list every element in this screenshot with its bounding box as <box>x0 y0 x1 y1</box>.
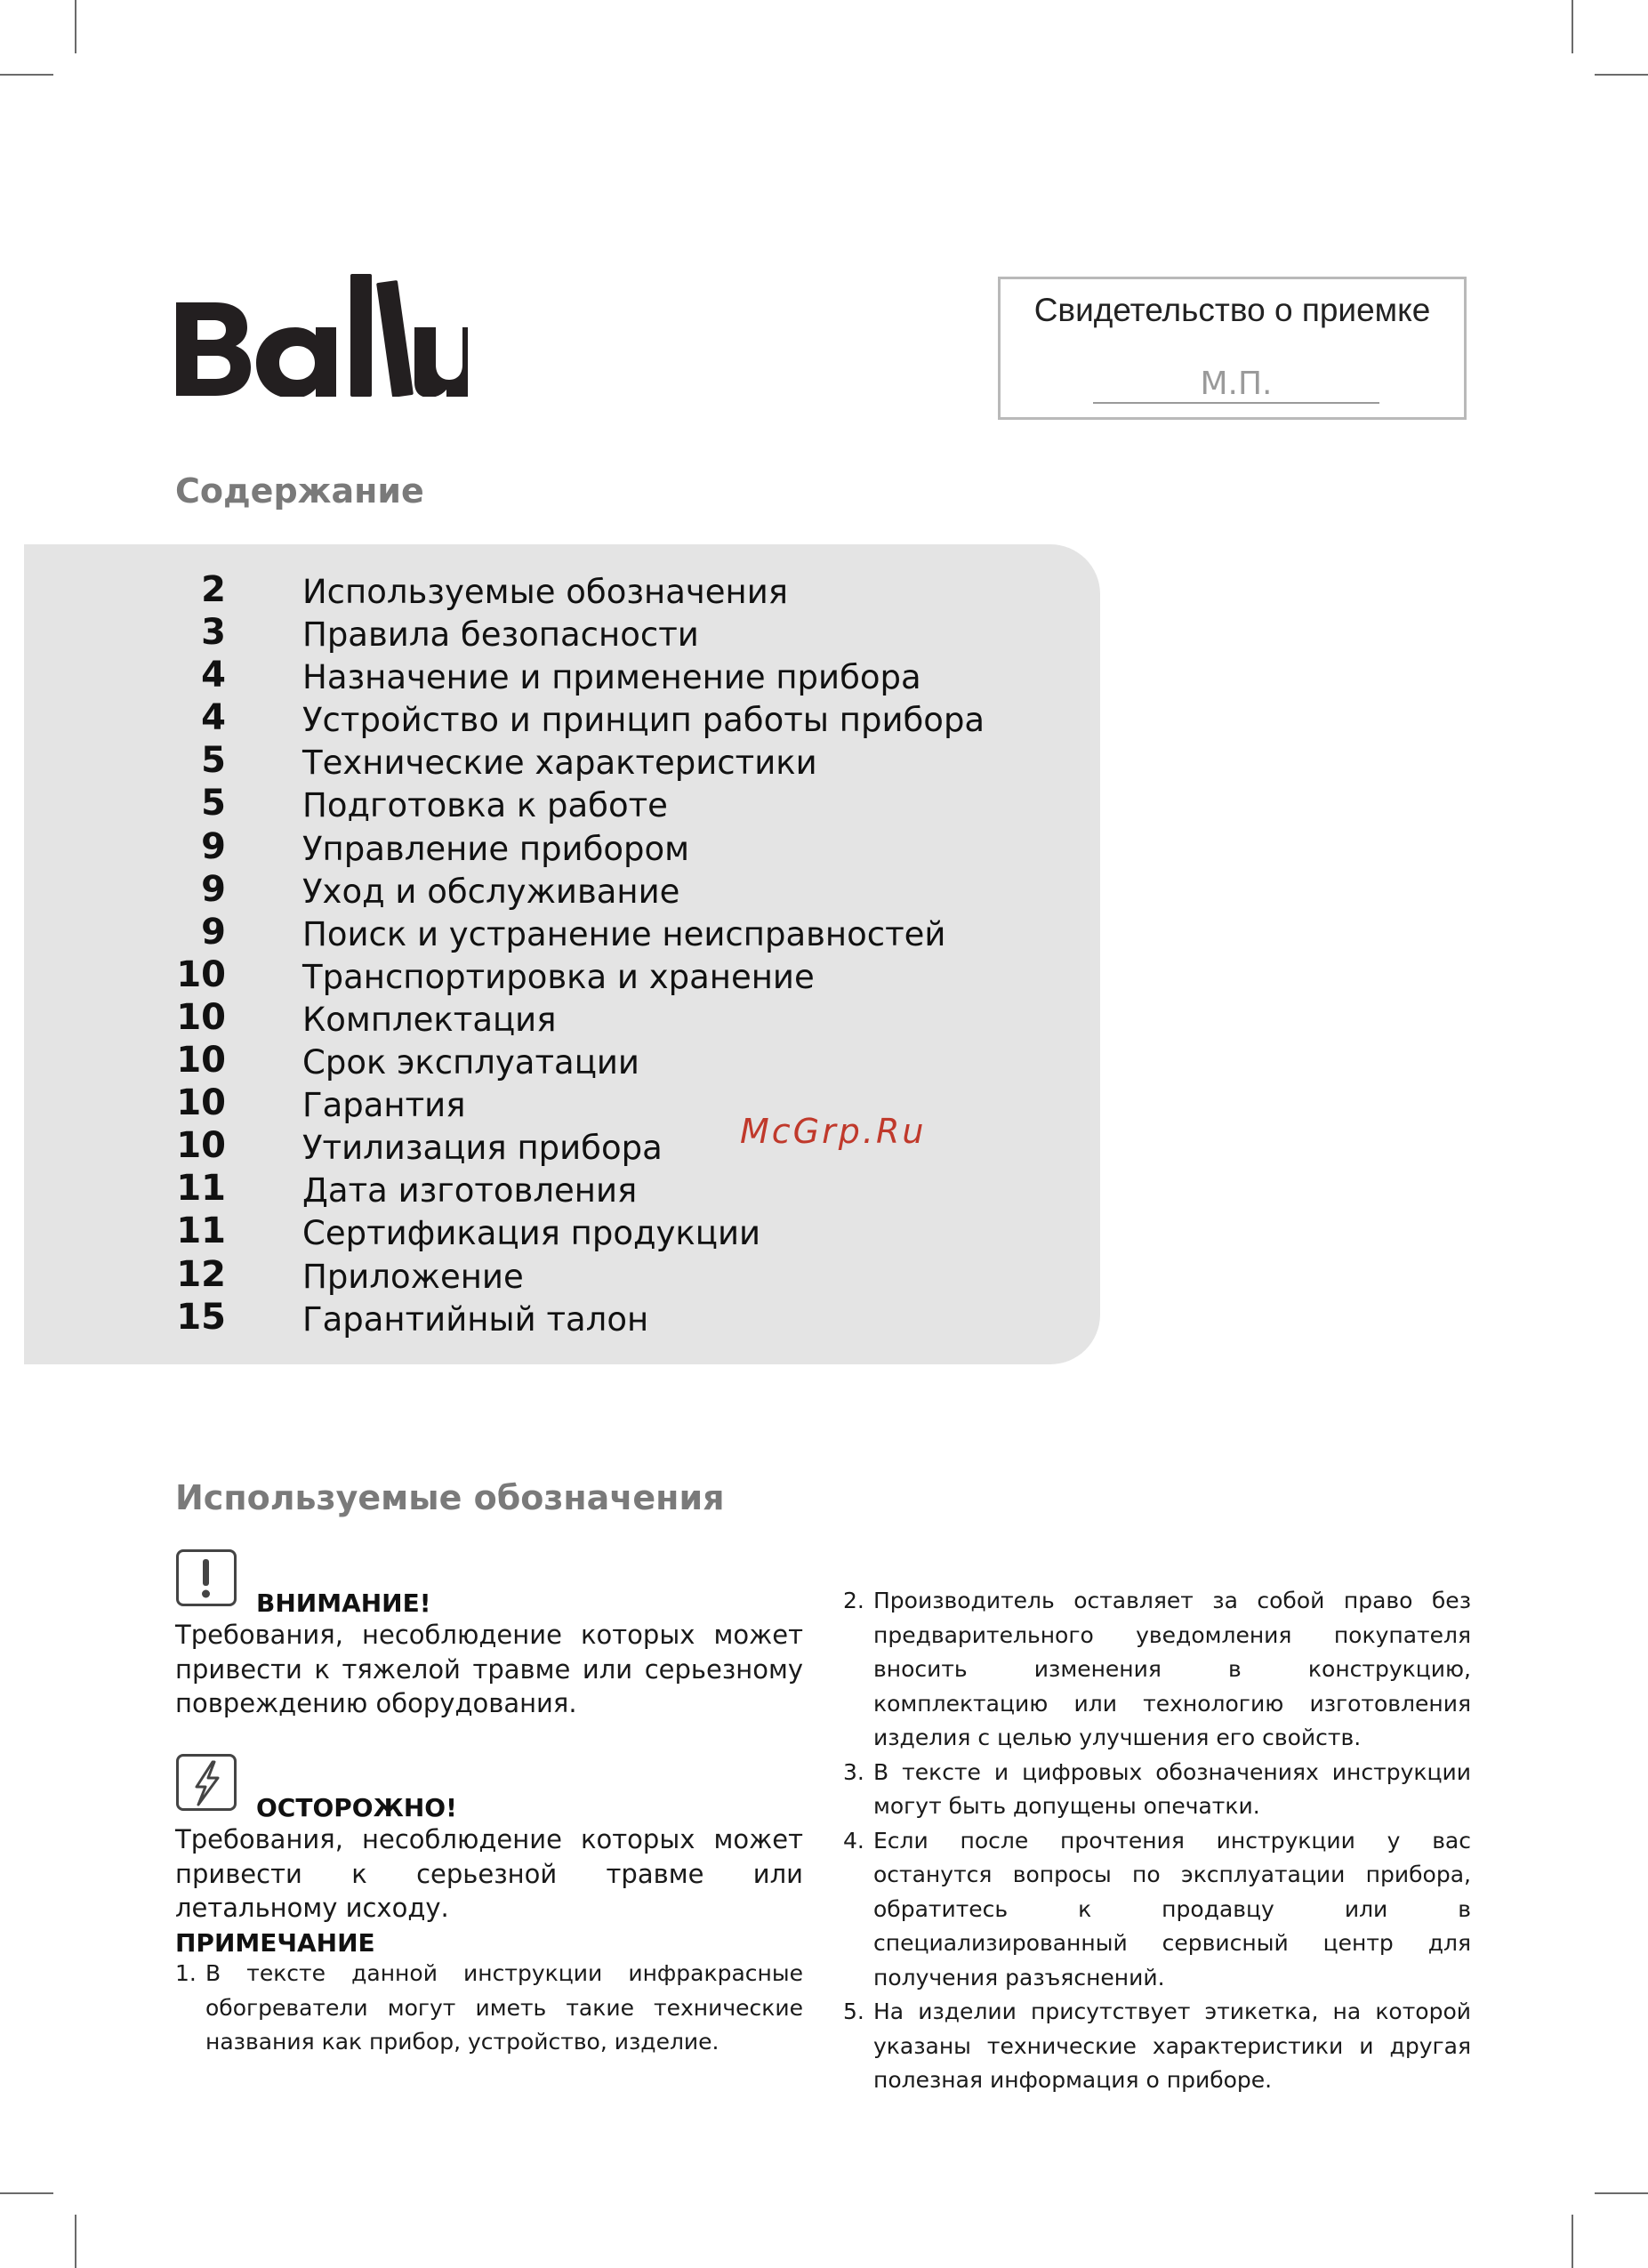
watermark: McGrp.Ru <box>740 1112 927 1151</box>
contents-item-label: Поиск и устранение неисправностей <box>302 914 946 953</box>
contents-item-label: Назначение и применение прибора <box>302 658 921 697</box>
note-item <box>843 1824 1471 1996</box>
attention-label: ВНИМАНИЕ! <box>256 1588 431 1618</box>
crop-mark-top-right-v <box>1572 0 1573 53</box>
note-item-text: На изделии присутствует этикетка, на которой указаны технические характеристики и другая полезная информация о приборе. <box>873 1999 1471 2093</box>
note-item-text: В тексте данной инструкции инфракрасные обогреватели могут иметь такие технические названия как прибор, устройство, изделие. <box>205 1960 803 2055</box>
contents-item-label: Уход и обслуживание <box>302 872 680 911</box>
contents-item-label: Устройство и принцип работы прибора <box>302 701 985 740</box>
contents-item <box>0 655 1067 697</box>
contents-item <box>0 1040 1067 1082</box>
contents-item <box>0 1254 1067 1297</box>
note-item-number: 3. <box>843 1758 864 1785</box>
note-list-right <box>843 1584 1471 2098</box>
contents-item <box>0 912 1067 954</box>
contents-item-page: 2 <box>201 569 226 610</box>
contents-item-page: 3 <box>201 612 226 654</box>
contents-item <box>0 783 1067 825</box>
ballu-logo <box>174 272 468 397</box>
contents-item-page: 9 <box>201 911 226 953</box>
contents-item <box>0 826 1067 869</box>
contents-item-page: 12 <box>176 1253 226 1295</box>
crop-mark-bottom-right-h <box>1595 2192 1648 2194</box>
contents-item-label: Гарантийный талон <box>302 1299 649 1339</box>
contents-item-label: Используемые обозначения <box>302 573 789 611</box>
note-item-number: 1. <box>175 1960 197 1986</box>
contents-item-page: 9 <box>201 868 226 910</box>
contents-item-label: Подготовка к работе <box>302 786 668 825</box>
note-label: ПРИМЕЧАНИЕ <box>175 1928 375 1958</box>
contents-heading: Содержание <box>175 471 424 511</box>
contents-item-page: 15 <box>176 1296 226 1338</box>
contents-item-page: 9 <box>201 825 226 867</box>
crop-mark-bottom-right-v <box>1572 2215 1573 2268</box>
contents-item-label: Гарантия <box>302 1086 466 1125</box>
contents-item-page: 5 <box>201 783 226 824</box>
crop-mark-bottom-left-h <box>0 2192 53 2194</box>
crop-mark-top-left-v <box>75 0 76 53</box>
contents-item-label: Срок эксплуатации <box>302 1043 639 1082</box>
note-item <box>843 1584 1471 1756</box>
contents-item <box>0 997 1067 1040</box>
note-item <box>843 1995 1471 2098</box>
contents-item <box>0 697 1067 740</box>
note-list-left <box>175 1957 803 2060</box>
contents-item-page: 4 <box>201 697 226 739</box>
contents-item <box>0 954 1067 997</box>
contents-item <box>0 569 1067 612</box>
contents-item-label: Транспортировка и хранение <box>302 957 815 996</box>
contents-item <box>0 1168 1067 1210</box>
note-item-text: Производитель оставляет за собой право без предварительного уведомления покупателя вносить изменения в конструкцию, комплектацию или технологию изготовления изделия с целью улучшения его свойств. <box>873 1588 1471 1750</box>
contents-item <box>0 1210 1067 1253</box>
contents-item-label: Утилизация прибора <box>302 1129 663 1168</box>
contents-item-label: Технические характеристики <box>302 744 817 783</box>
contents-item-label: Дата изготовления <box>302 1171 638 1210</box>
crop-mark-top-right-h <box>1595 74 1648 76</box>
contents-item-page: 10 <box>176 996 226 1038</box>
note-item-text: Если после прочтения инструкции у вас останутся вопросы по эксплуатации прибора, обратитесь к продавцу или в специализированный сервисный центр для получения разъяснений. <box>873 1827 1471 1991</box>
caution-text: Требования, несоблюдение которых может привести к серьезной травме или летальному исходу. <box>175 1824 803 1923</box>
contents-item-page: 11 <box>176 1210 226 1252</box>
note-item-number: 2. <box>843 1588 864 1613</box>
lightning-icon <box>176 1754 237 1811</box>
contents-item-page: 10 <box>176 1082 226 1124</box>
note-item <box>843 1756 1471 1824</box>
contents-item-page: 10 <box>176 953 226 995</box>
contents-item-label: Сертификация продукции <box>302 1214 761 1253</box>
exclamation-icon <box>176 1549 237 1606</box>
caution-label: ОСТОРОЖНО! <box>256 1793 457 1822</box>
note-item <box>175 1957 803 2060</box>
contents-item <box>0 612 1067 655</box>
contents-item-label: Комплектация <box>302 1000 557 1039</box>
stamp-placeholder: М.П. <box>1093 366 1379 404</box>
contents-item <box>0 1297 1067 1339</box>
contents-item-label: Правила безопасности <box>302 615 699 655</box>
contents-item-page: 10 <box>176 1040 226 1082</box>
acceptance-certificate-title: Свидетельство о приемке <box>1033 292 1431 328</box>
note-item-number: 5. <box>843 1999 864 2024</box>
contents-list <box>0 569 1067 1339</box>
contents-item <box>0 740 1067 783</box>
contents-item-label: Управление прибором <box>302 829 690 868</box>
contents-item-label: Приложение <box>302 1257 524 1296</box>
contents-item-page: 10 <box>176 1125 226 1167</box>
contents-item-page: 5 <box>201 740 226 782</box>
note-item-number: 4. <box>843 1827 864 1854</box>
contents-item-page: 11 <box>176 1168 226 1210</box>
crop-mark-bottom-left-v <box>75 2215 76 2268</box>
crop-mark-top-left-h <box>0 74 53 76</box>
contents-item-page: 4 <box>201 655 226 696</box>
contents-item <box>0 869 1067 912</box>
note-item-text: В тексте и цифровых обозначениях инструкции могут быть допущены опечатки. <box>873 1758 1471 1819</box>
acceptance-certificate-box <box>998 277 1467 420</box>
attention-text: Требования, несоблюдение которых может привести к тяжелой травме или серьезному повреждению оборудования. <box>175 1620 803 1718</box>
symbols-heading: Используемые обозначения <box>175 1478 725 1517</box>
